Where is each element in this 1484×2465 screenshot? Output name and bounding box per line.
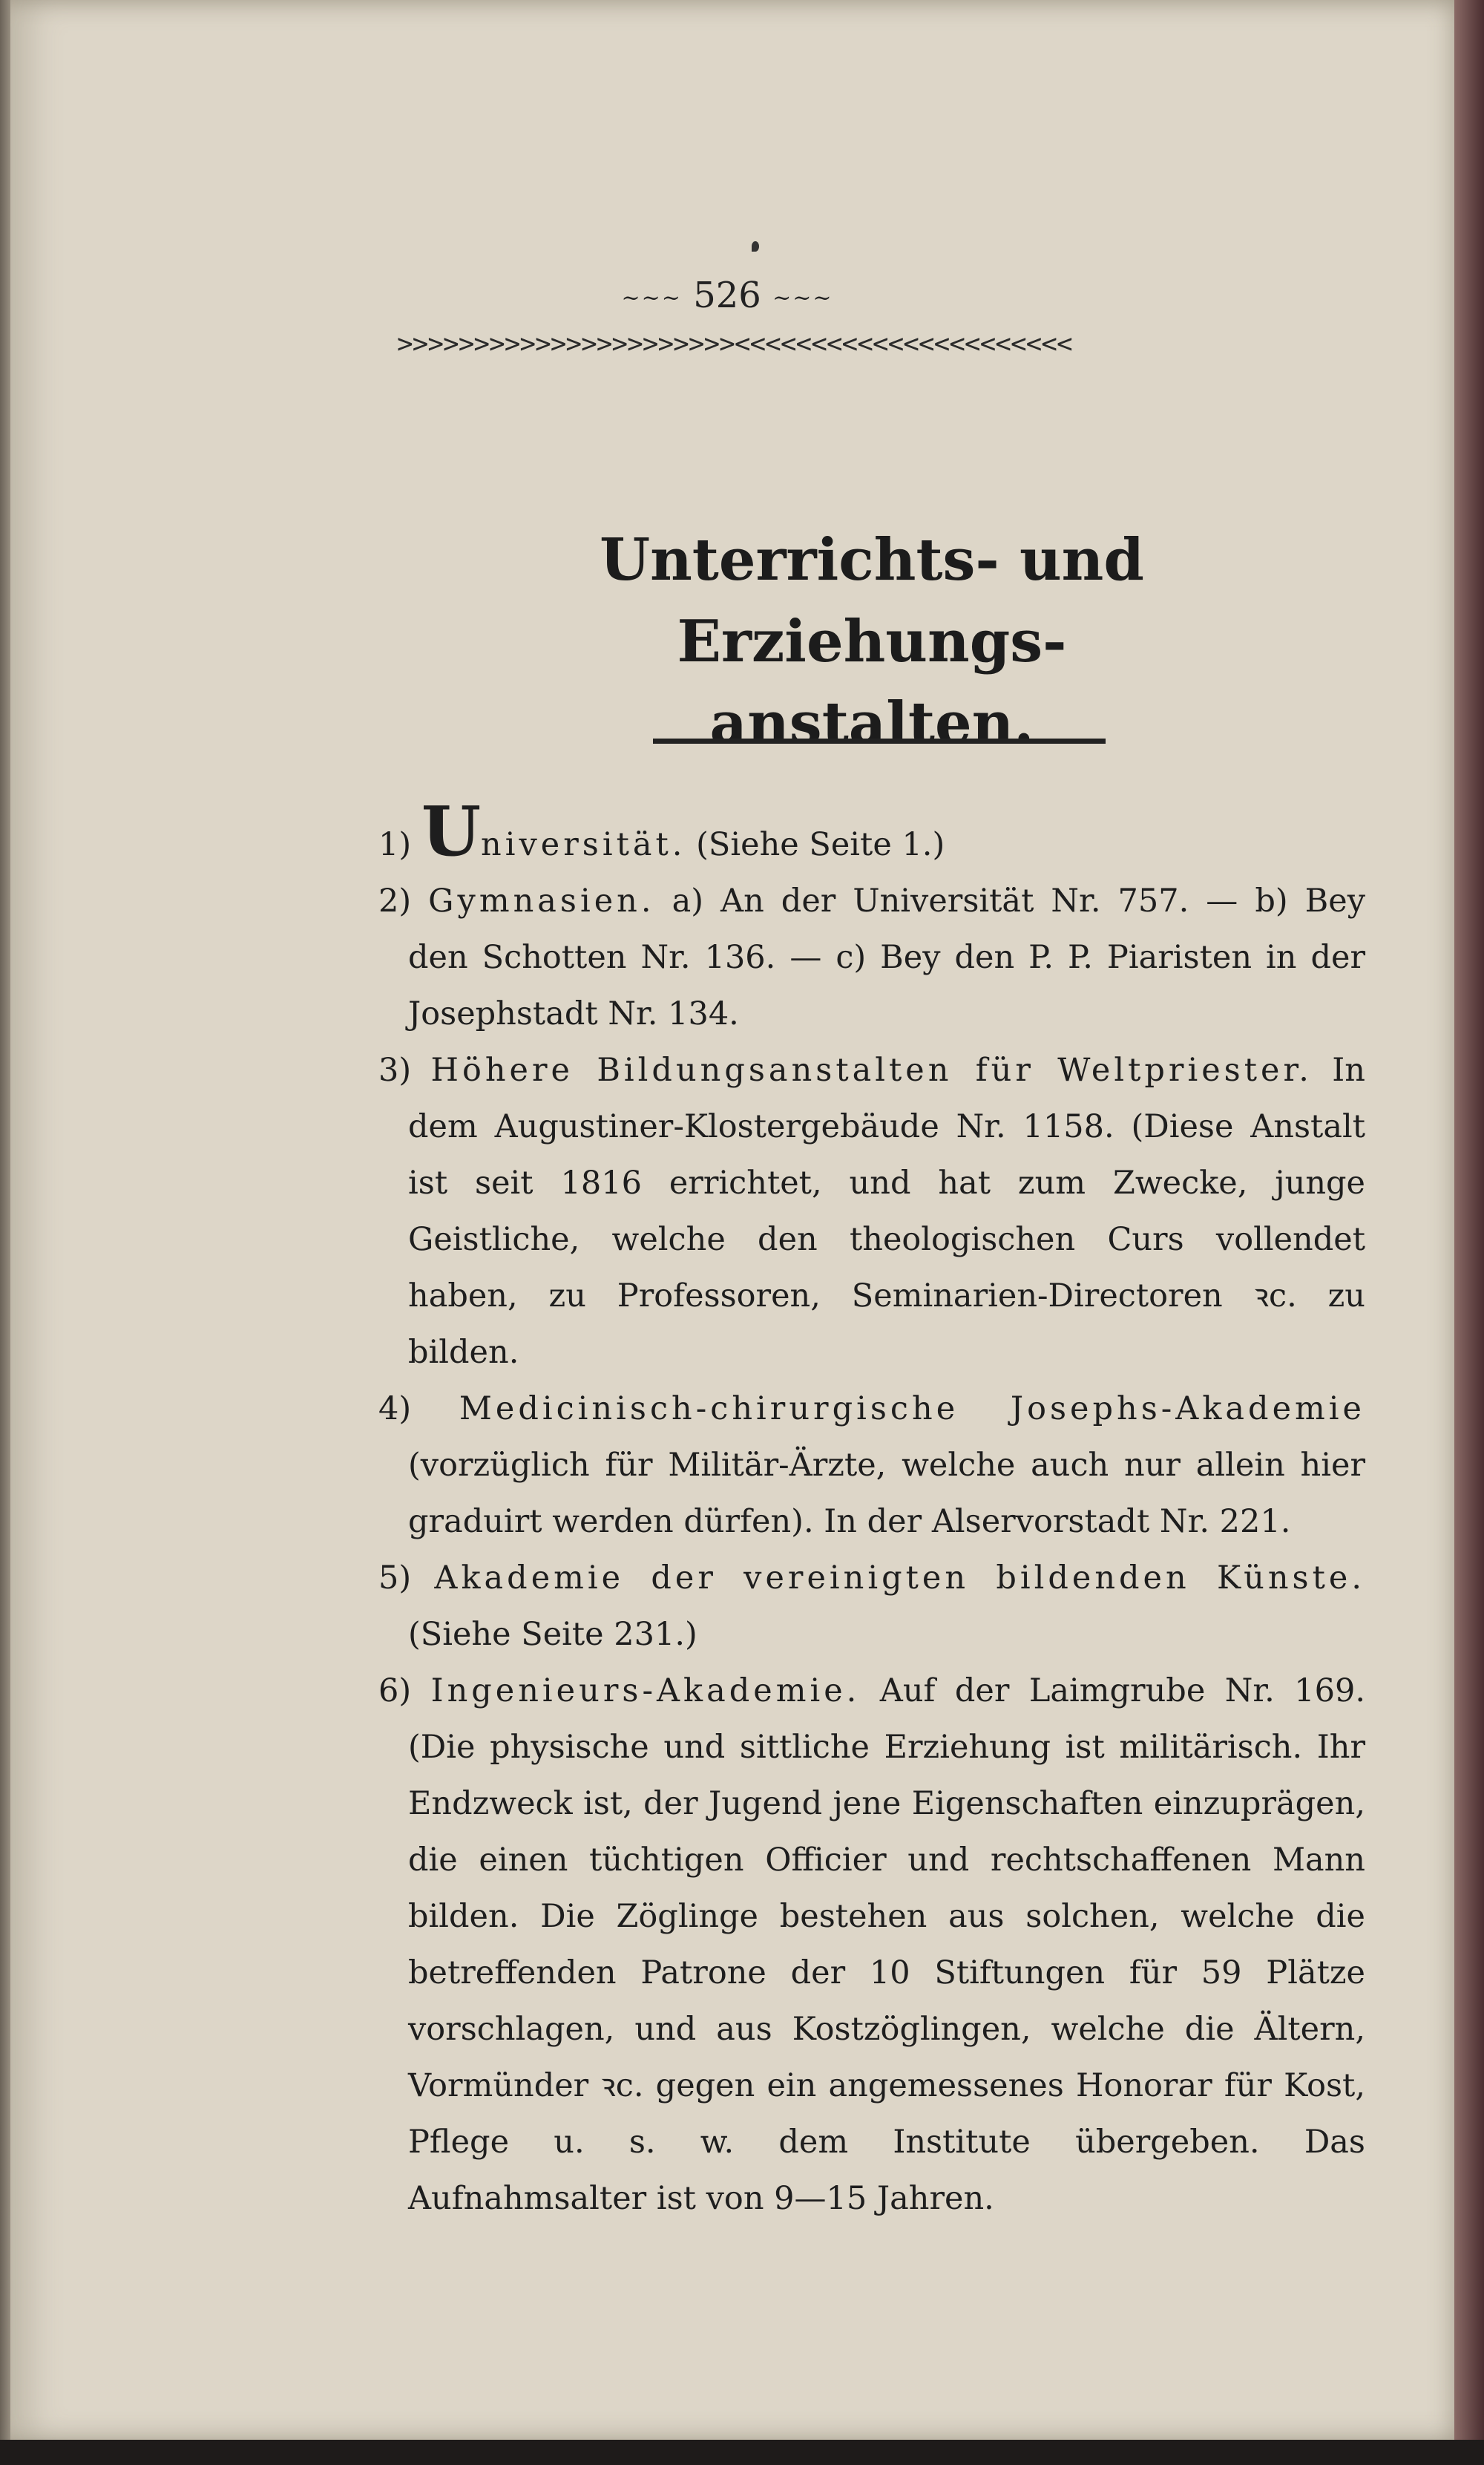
- entry-heading: Akademie der vereinigten bildenden Künste.: [434, 1559, 1365, 1597]
- entry-number: 3): [378, 1052, 412, 1089]
- entry-1: [378, 791, 1365, 873]
- entry-list: [378, 791, 1365, 2227]
- page-number: 526: [693, 275, 761, 316]
- entry-6: [378, 1663, 1365, 2227]
- entry-5: [378, 1550, 1365, 1663]
- title-divider: [653, 739, 1106, 744]
- header-ornament-right: ~~~: [772, 285, 833, 311]
- entry-heading: Gymnasien.: [428, 883, 655, 920]
- title-line-2: anstalten.: [709, 690, 1034, 757]
- entry-text: In dem Augustiner-Klostergebäude Nr. 1158. (Diese Anstalt ist seit 1816 errichtet, und hat zum Zwecke, junge Geistliche, welche den theologischen Curs vollendet haben, zu Professoren, Seminarien-Directoren ꝛc. zu bilden.: [408, 1052, 1365, 1371]
- entry-number: 6): [378, 1672, 412, 1709]
- entry-text: a) An der Universität Nr. 757. — b) Bey den Schotten Nr. 136. — c) Bey den P. P. Piaristen in der Josephstadt Nr. 134.: [408, 883, 1365, 1032]
- entry-text: (Siehe Seite 231.): [408, 1616, 697, 1653]
- entry-heading: Höhere Bildungsanstalten für Weltpriester.: [430, 1052, 1313, 1089]
- header-ornament-left: ~~~: [621, 285, 682, 311]
- entry-heading: niversität.: [481, 826, 686, 863]
- entry-number: 1): [378, 826, 412, 863]
- entry-number: 5): [378, 1559, 412, 1597]
- entry-text: (vorzüglich für Militär-Ärzte, welche auch nur allein hier graduirt werden dürfen). In der Alservorstadt Nr. 221.: [408, 1447, 1365, 1540]
- title-line-1: Unterrichts- und Erziehungs-: [600, 526, 1144, 675]
- section-title: [445, 520, 1298, 765]
- entry-number: 2): [378, 883, 412, 920]
- entry-number: 4): [378, 1390, 412, 1427]
- entry-2: [378, 873, 1365, 1042]
- book-edge: [1454, 0, 1484, 2465]
- entry-heading: Ingenieurs-Akademie.: [430, 1672, 861, 1709]
- entry-heading: Medicinisch-chirurgische Josephs-Akademie: [459, 1390, 1365, 1427]
- entry-text: (Siehe Seite 1.): [686, 826, 945, 863]
- ink-mark: [752, 241, 759, 252]
- entry-text: Auf der Laimgrube Nr. 169. (Die physische und sittliche Erziehung ist militärisch. Ihr Endzweck ist, der Jugend jene Eigenschaften einzuprägen, die einen tüchtigen Officier und rechtschaffenen Mann bilden. Die Zöglinge bestehen aus solchen, welche die betreffenden Patrone der 10 Stiftungen für 59 Plätze vorschlagen, und aus Kostzöglingen, welche die Ältern, Vormünder ꝛc. gegen ein angemessenes Honorar für Kost, Pflege u. s. w. dem Institute übergeben. Das Aufnahmsalter ist von 9—15 Jahren.: [408, 1672, 1365, 2217]
- entry-4: [378, 1381, 1365, 1550]
- drop-initial: U: [421, 791, 482, 871]
- entry-3: [378, 1042, 1365, 1381]
- arrow-ornament-rule: >>>>>>>>>>>>>>>>>>>>>><<<<<<<<<<<<<<<<<<<<<<: [397, 333, 1072, 356]
- page-header: [579, 275, 876, 316]
- bottom-shadow: [0, 2440, 1484, 2465]
